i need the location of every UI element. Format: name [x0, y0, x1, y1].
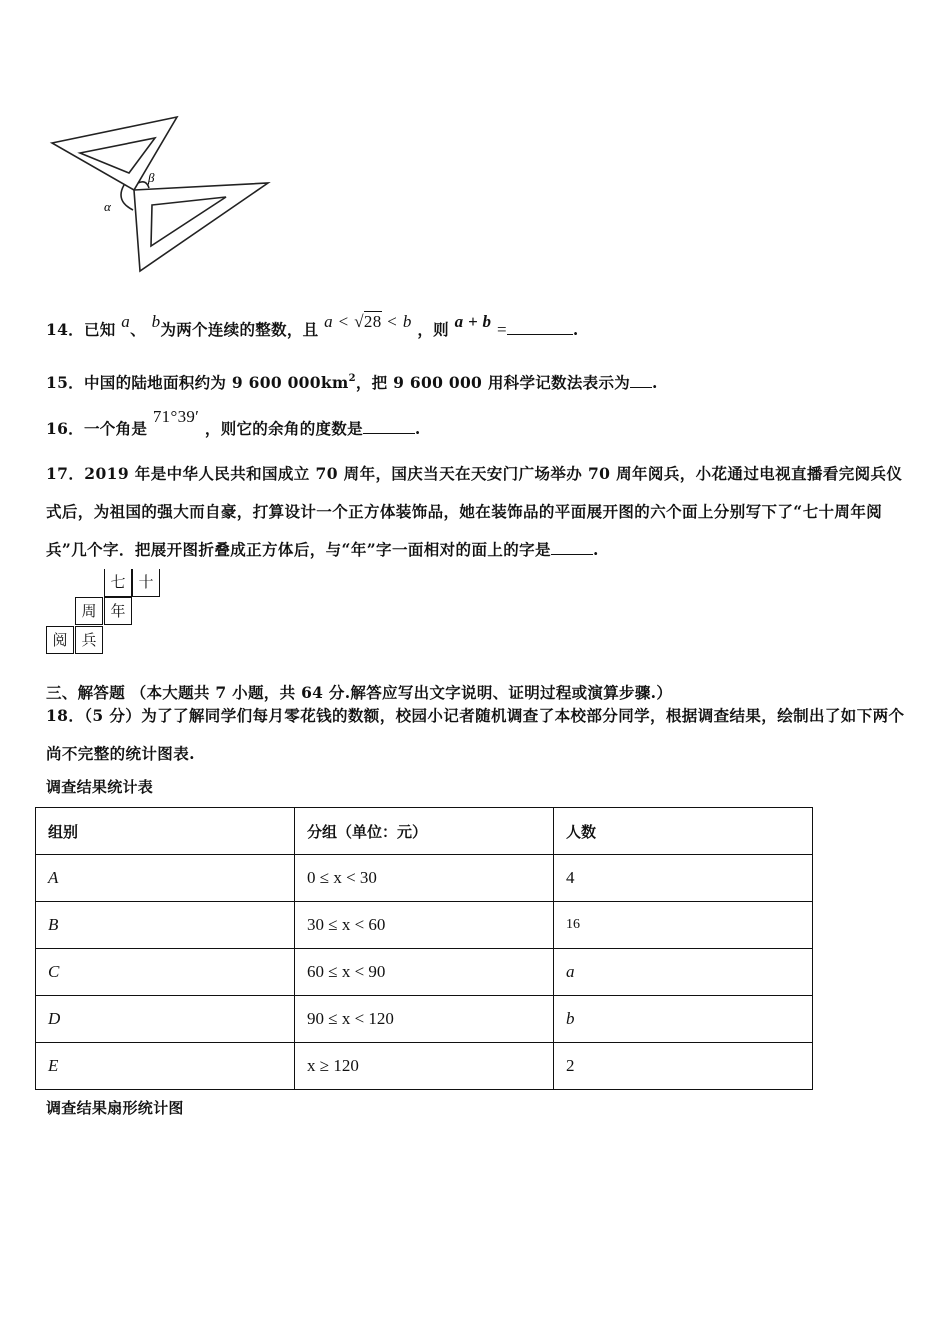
- net-cell-bing: 兵: [75, 626, 103, 654]
- table-row: D 90 ≤ x < 120 b: [36, 996, 813, 1043]
- net-cell-qi: 七: [104, 569, 132, 597]
- alpha-label: α: [104, 199, 111, 214]
- header-range: 分组（单位：元）: [295, 808, 554, 855]
- lower-triangle-outer: [134, 183, 268, 271]
- header-count: 人数: [554, 808, 813, 855]
- answer-blank: [630, 373, 652, 388]
- net-cell-zhou: 周: [75, 597, 103, 625]
- table-row: C 60 ≤ x < 90 a: [36, 949, 813, 996]
- question-18: 18．（5 分）为了了解同学们每月零花钱的数额，校园小记者随机调查了本校部分同学，根据调查结果，绘制出了如下两个尚不完整的统计图表.: [46, 706, 905, 763]
- upper-triangle-outer: [52, 117, 177, 190]
- answer-blank: [507, 320, 573, 335]
- table-row: B 30 ≤ x < 60 16: [36, 902, 813, 949]
- question-14: 14．已知 a、 b为两个连续的整数，且 a < √28 < b ，则 a + b = .: [46, 312, 579, 339]
- question-16: 16．一个角是 71°39′ ，则它的余角的度数是 .: [46, 407, 421, 438]
- question-17: 17．2019 年是中华人民共和国成立 70 周年，国庆当天在天安门广场举办 70 周年阅兵，小花通过电视直播看完阅兵仪式后，为祖国的强大而自豪，打算设计一个正方体装饰品，她在装饰品的平面展开图的六个面上分别写下了“七十周年阅兵”几个字．把展开图折叠成正方体后，与“年”字一面相对的面上的字是 .: [46, 464, 903, 559]
- survey-table: [35, 807, 813, 1090]
- lower-triangle-inner: [151, 197, 226, 246]
- net-cell-yue: 阅: [46, 626, 74, 654]
- table-row: E x ≥ 120 2: [36, 1043, 813, 1090]
- net-cell-nian: 年: [104, 597, 132, 625]
- upper-triangle-inner: [80, 138, 155, 173]
- pie-chart-title: 调查结果扇形统计图: [46, 1099, 184, 1117]
- sqrt-sign: √: [354, 312, 364, 331]
- header-group: 组别: [36, 808, 295, 855]
- set-squares-figure: [40, 105, 280, 280]
- answer-blank: [363, 419, 415, 434]
- beta-label: β: [148, 170, 155, 185]
- table-header-row: [36, 808, 813, 855]
- section-3-heading: 三、解答题 （本大题共 7 小题，共 64 分.解答应写出文字说明、证明过程或演算步骤.）: [46, 683, 673, 702]
- table-title: 调查结果统计表: [46, 778, 154, 796]
- angle-value: 71°39′: [152, 407, 200, 426]
- question-15: 15．中国的陆地面积约为 9 600 $000km^2$，把 9 600 000 用科学记数法表示为 .: [46, 373, 658, 392]
- table-row: A 0 ≤ x < 30 4: [36, 855, 813, 902]
- inequality: a < √28 < b: [324, 312, 412, 331]
- answer-blank: [551, 540, 593, 555]
- net-cell-shi: 十: [132, 569, 160, 597]
